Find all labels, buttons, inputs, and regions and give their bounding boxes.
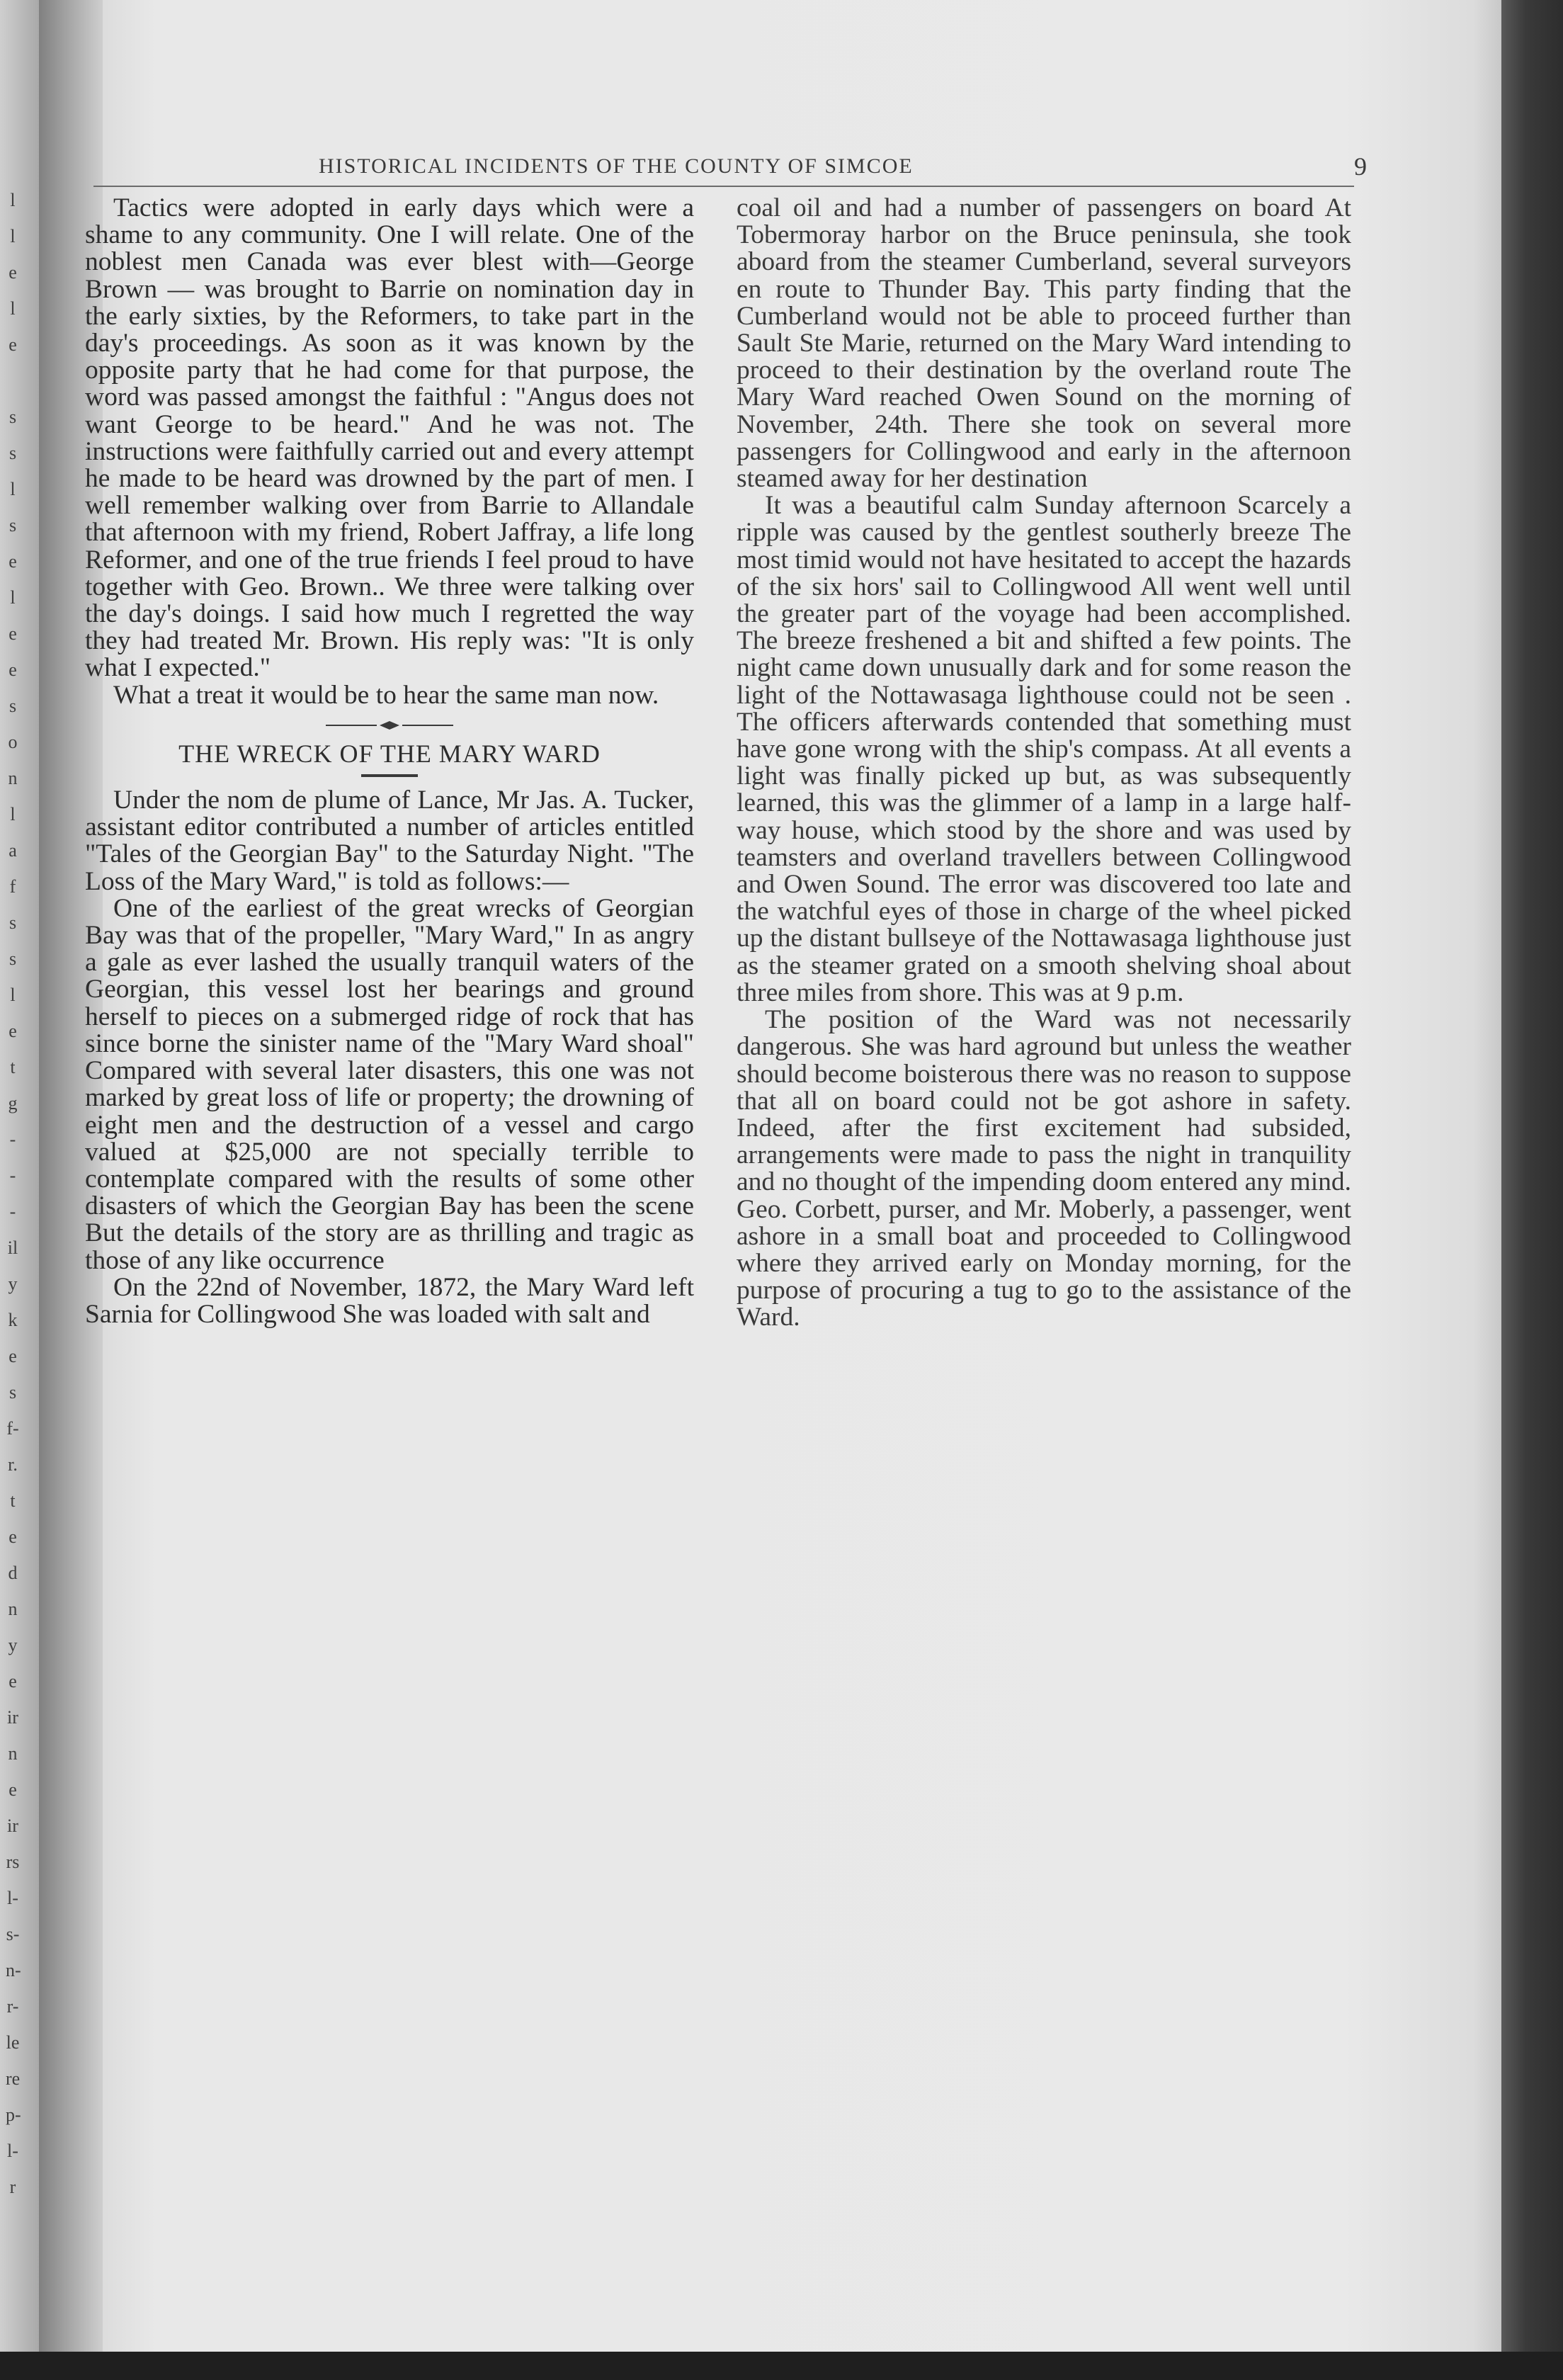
facing-page-fragment: y (8, 1635, 18, 1655)
facing-page-fragment: rs (6, 1852, 20, 1872)
facing-page-fragment: e (8, 334, 17, 355)
paragraph: The position of the Ward was not necessarily dangerous. She was hard aground but unless the weather should become boisterous there was no reason to suppose that all on board could not be got ashore in safety. Indeed, after the first excitement had subsided, arrangements were made to pass the night in tranquility and no thought of the impending doom entered any mind. Geo. Corbett, purser, and Mr. Moberly, a passenger, went ashore in a small boat and proceeded to Collingwood where they arrived early on Monday morning, for the purpose of procuring a tug to go to the assistance of the Ward. (737, 1005, 1351, 1332)
right-column (737, 195, 1351, 1332)
paragraph: One of the earliest of the great wrecks of Georgian Bay was that of the propeller, "Mary Ward," In as angry a gale as ever lashed the usually tranquil waters of the Georgian, this vessel lost her bearings and ground herself to pieces on a submerged ridge of rock that has since borne the sinister name of the "Mary Ward shoal" Compared with several later disasters, this one was not marked by great loss of life or property; the drowning of eight men and the destruction of a vessel and cargo valued at $25,000 are not specially terrible to contemplate compared with the results of some other disasters of which the Georgian Bay has been the scene But the details of the story are as thrilling and tragic as those of any like occurrence (85, 893, 694, 1275)
facing-page-fragment: l (10, 479, 16, 499)
facing-page-edge (0, 0, 39, 2352)
paragraph: What a treat it would be to hear the same man now. (113, 680, 659, 710)
facing-page-fragment: r (9, 2177, 16, 2197)
running-header (319, 154, 1367, 183)
facing-page-fragment: f (9, 876, 16, 897)
facing-page-fragment: e (8, 1671, 17, 1692)
facing-page-fragment: ir (7, 1707, 18, 1728)
facing-page-fragment: e (8, 1526, 17, 1547)
header-rule (93, 186, 1354, 187)
facing-page-fragment: l (10, 985, 16, 1005)
facing-page-fragment: p- (6, 2104, 21, 2125)
left-column (85, 195, 694, 1328)
facing-page-fragment: f- (6, 1418, 19, 1439)
facing-page-fragment: t (10, 1057, 16, 1077)
facing-page-fragment: e (8, 262, 17, 283)
running-header-title: HISTORICAL INCIDENTS OF THE COUNTY OF SIMCOE (319, 154, 914, 178)
facing-page-fragment: a (8, 840, 17, 861)
facing-page-fragment: d (8, 1563, 18, 1583)
facing-page-fragment: - (9, 1165, 16, 1186)
facing-page-fragment: le (6, 2032, 20, 2053)
facing-page-fragment: n (8, 1599, 18, 1619)
facing-page-fragment: s (8, 515, 17, 536)
facing-page-fragment: l (10, 587, 16, 608)
paragraph: coal oil and had a number of passengers on board At Tobermoray harbor on the Bruce peninsula, she took aboard from the steamer Cumberland, several surveyors en route to Thunder Bay. This party finding that the Cumberland would not be able to proceed further than Sault Ste Marie, returned on the Mary Ward intending to proceed to their destination by the overland route The Mary Ward reached Owen Sound on the morning of November, 24th. There she took on several more passengers for Collingwood and early in the afternoon steamed away for her destination (737, 193, 1351, 494)
paragraph: Under the nom de plume of Lance, Mr Jas. A. Tucker, assistant editor contributed a number of articles entitled "Tales of the Georgian Bay" to the Saturday Night. "The Loss of the Mary Ward," is told as follows:— (85, 786, 694, 896)
facing-page-fragment: n (8, 1743, 18, 1764)
facing-page-fragment: e (8, 659, 17, 680)
facing-page-fragment: y (8, 1274, 18, 1294)
paragraph: It was a beautiful calm Sunday afternoon Scarcely a ripple was caused by the gentlest southerly breeze The most timid would not have hesitated to accept the hazards of the six hors' sail to Collingwood All went well until the greater part of the voyage had been accomplished. The breeze freshened a bit and shifted a few points. The night came down unusually dark and for some reason the light of the Nottawasaga lighthouse could not be seen . The officers afterwards contended that something must have gone wrong with the ship's compass. At all events a light was finally picked up but, as was subsequently learned, this was the glimmer of a lamp in a large half-way house, which stood by the shore and was used by teamsters and overland travellers between Collingwood and Owen Sound. The error was discovered too late and the watchful eyes of those in charge of the wheel picked up the distant bullseye of the Nottawasaga lighthouse just as the steamer grated on a smooth shelving shoal about three miles from shore. This was at 9 p.m. (737, 491, 1351, 1007)
facing-page-fragment: e (8, 1779, 17, 1800)
facing-page-fragment: g (8, 1093, 18, 1114)
facing-page-fragment: e (8, 1346, 17, 1366)
facing-page-fragment: - (9, 1201, 16, 1222)
heading-rule (361, 774, 418, 777)
facing-page-fragment: s (8, 1382, 17, 1402)
facing-page-fragment: s- (6, 1924, 20, 1944)
facing-page-fragment: e (8, 623, 17, 644)
facing-page-fragment: s (8, 948, 17, 969)
facing-page-fragment: s (8, 443, 17, 463)
facing-page-fragment: l (10, 804, 16, 824)
facing-page-fragment: e (8, 551, 17, 572)
facing-page-fragment: l (10, 190, 16, 210)
facing-page-fragment: l (10, 226, 16, 246)
page-number: 9 (1354, 152, 1367, 181)
facing-page-fragment: il (7, 1237, 18, 1258)
facing-page-fragment: l- (7, 2141, 18, 2161)
facing-page-fragment: l- (7, 1888, 18, 1908)
facing-page-fragment: n- (6, 1960, 21, 1980)
facing-page-fragment: n (8, 768, 18, 788)
facing-page-fragment: r- (6, 1996, 19, 2017)
facing-page-fragment: k (8, 1310, 18, 1330)
facing-page-fragment: s (8, 912, 17, 933)
facing-page-fragment: - (9, 1129, 16, 1150)
paragraph: On the 22nd of November, 1872, the Mary Ward left Sarnia for Collingwood She was loaded with salt and (85, 1272, 694, 1329)
facing-page-fragment: o (8, 732, 18, 752)
facing-page-fragment: l (10, 298, 16, 319)
section-ornament (326, 720, 453, 730)
facing-page-fragment: r. (8, 1454, 18, 1475)
paragraph: Tactics were adopted in early days which were a shame to any community. One I will relate. One of the noblest men Canada was ever blest with—George Brown — was brought to Barrie on nomination day in the early sixties, by the Reformers, to take part in the day's proceedings. As soon as it was known by the opposite party that he had come for that purpose, the word was passed amongst the faithful : "Angus does not want George to be heard." And he was not. The instructions were faithfully carried out and every attempt he made to be heard was drowned by the part of men. I well remember walking over from Barrie to Allandale that afternoon with my friend, Robert Jaffray, a life long Reformer, and one of the true friends I feel proud to have together with Geo. Brown.. We three were talking over the day's doings. I said how much I regretted the way they had treated Mr. Brown. His reply was: "It is only what I expected." (85, 193, 694, 683)
section-heading: THE WRECK OF THE MARY WARD (178, 739, 601, 768)
facing-page-fragment: e (8, 1021, 17, 1041)
scan-right-edge (1501, 0, 1563, 2380)
facing-page-fragment: s (8, 696, 17, 716)
facing-page-fragment: re (6, 2068, 21, 2089)
scan-bottom-edge (0, 2352, 1563, 2380)
facing-page-fragment: ir (7, 1815, 18, 1836)
facing-page-fragment: t (10, 1490, 16, 1511)
facing-page-fragment: s (8, 407, 17, 427)
